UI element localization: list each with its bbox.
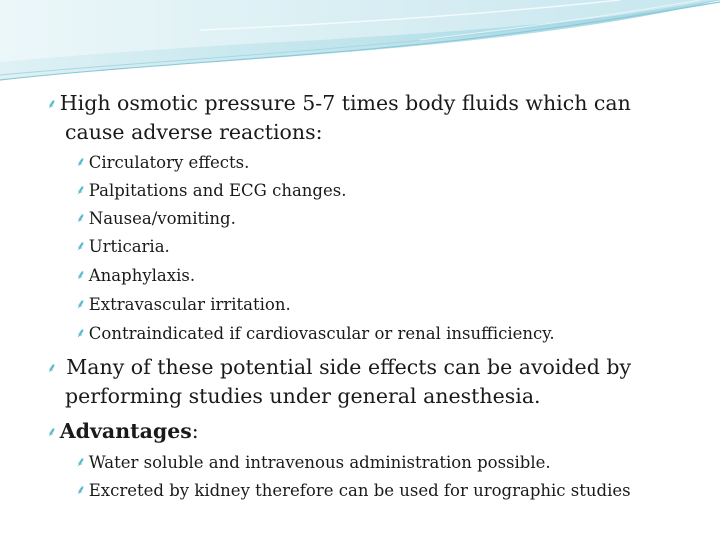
sub-item-excreted: ⸙ Excreted by kidney therefore can be used for urographic studies — [76, 481, 631, 500]
wavy-bullet-icon: ⸙ — [76, 483, 86, 498]
bullet-item-continuation: performing studies under general anesthesia. — [65, 384, 541, 408]
bullet-item-advantages: ⸙ Advantages: — [47, 417, 199, 447]
wavy-bullet-icon: ⸙ — [76, 297, 86, 312]
wavy-bullet-icon: ⸙ — [47, 97, 57, 112]
sub-item-urticaria: ⸙ Urticaria. — [76, 237, 170, 256]
wavy-bullet-icon: ⸙ — [47, 361, 57, 376]
sub-item-circulatory: ⸙ Circulatory effects. — [76, 153, 250, 172]
wavy-bullet-icon: ⸙ — [76, 211, 86, 226]
wavy-bullet-icon: ⸙ — [76, 183, 86, 198]
sub-item-anaphylaxis: ⸙ Anaphylaxis. — [76, 266, 196, 285]
bullet-item-side-effects: ⸙ Many of these potential side effects can be avoided by — [47, 353, 631, 383]
wavy-bullet-icon: ⸙ — [76, 455, 86, 470]
sub-item-nausea: ⸙ Nausea/vomiting. — [76, 209, 236, 228]
wavy-bullet-icon: ⸙ — [76, 155, 86, 170]
sub-item-water-soluble: ⸙ Water soluble and intravenous administration possible. — [76, 453, 551, 472]
bullet-item-continuation: cause adverse reactions: — [65, 120, 323, 144]
wavy-bullet-icon: ⸙ — [76, 326, 86, 341]
bullet-item-osmotic-pressure: ⸙ High osmotic pressure 5-7 times body fluids which can — [47, 89, 631, 119]
advantages-heading: Advantages — [59, 419, 192, 443]
sub-item-extravascular: ⸙ Extravascular irritation. — [76, 295, 291, 314]
wavy-bullet-icon: ⸙ — [47, 425, 57, 440]
wavy-bullet-icon: ⸙ — [76, 239, 86, 254]
sub-item-contraindicated: ⸙ Contraindicated if cardiovascular or renal insufficiency. — [76, 324, 555, 343]
wavy-bullet-icon: ⸙ — [76, 268, 86, 283]
sub-item-palpitations: ⸙ Palpitations and ECG changes. — [76, 181, 347, 200]
